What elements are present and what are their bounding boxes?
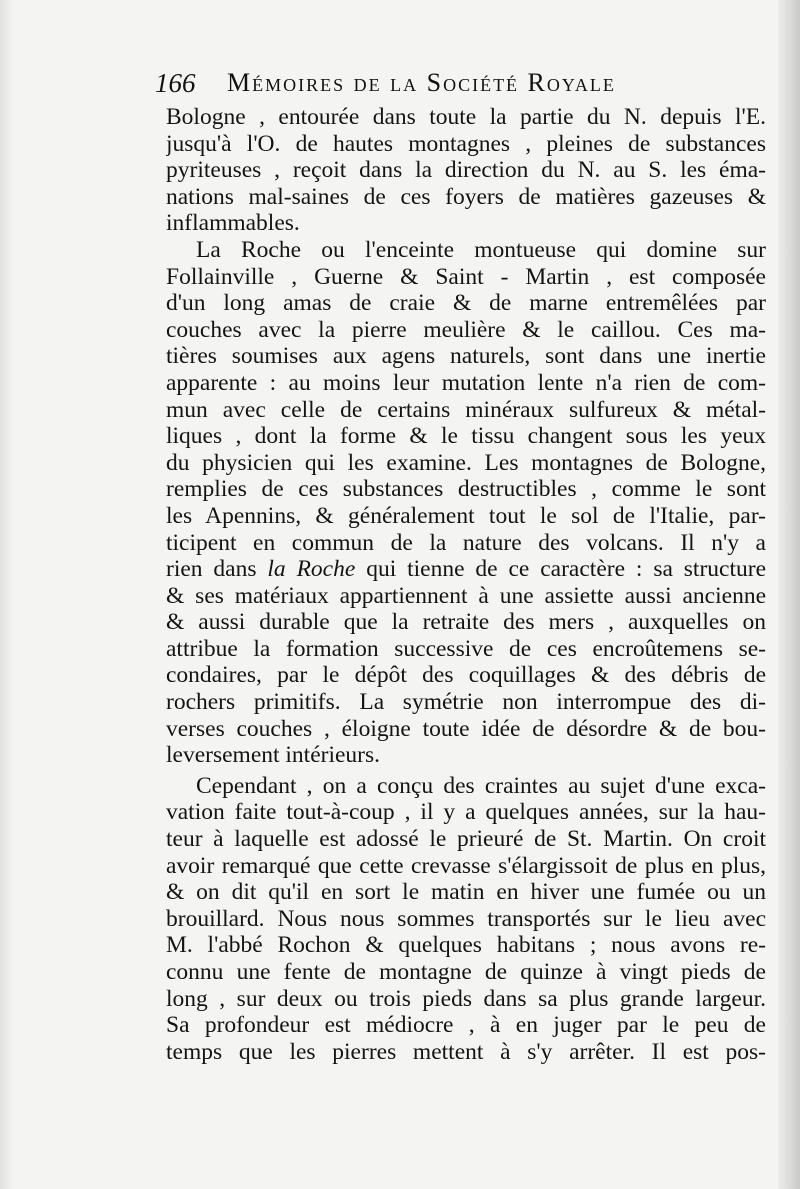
text-line: Follainville , Guerne & Saint - Martin , est composée: [166, 263, 766, 290]
text-line: tières soumises aux agens naturels, sont dans une inertie: [166, 343, 766, 370]
text-line: leversement intérieurs.: [166, 742, 381, 769]
text-line: du physicien qui les examine. Les montagnes de Bologne,: [166, 449, 766, 476]
page-gutter-shadow: [0, 0, 14, 1189]
running-head: [155, 66, 775, 102]
text-line: & ses matériaux appartiennent à une assiette aussi ancienne: [166, 582, 766, 609]
running-title: Mémoires de la Société Royale: [227, 68, 616, 97]
text-line: mun avec celle de certains minéraux sulfureux & métal-: [166, 396, 766, 423]
text-line: Sa profondeur est médiocre , à en juger par le peu de: [166, 1012, 766, 1039]
text-line: jusqu'à l'O. de hautes montagnes , pleines de substances: [166, 130, 766, 157]
text-line: Cependant , on a conçu des craintes au sujet d'une exca-: [196, 772, 766, 799]
text-line: pyriteuses , reçoit dans la direction du N. au S. les éma-: [166, 157, 766, 184]
text-line: vation faite tout-à-coup , il y a quelques années, sur la hau-: [166, 799, 766, 826]
text-line: d'un long amas de craie & de marne entremêlées par: [166, 290, 766, 317]
text-line: brouillard. Nous nous sommes transportés sur le lieu avec: [166, 905, 766, 932]
text-line: & on dit qu'il en sort le matin en hiver une fumée ou un: [166, 879, 766, 906]
text-line: avoir remarqué que cette crevasse s'élargissoit de plus en plus,: [166, 852, 766, 879]
text-line: Bologne , entourée dans toute la partie du N. depuis l'E.: [166, 104, 766, 130]
body-text: [166, 104, 766, 1065]
text-line: attribue la formation successive de ces encroûtemens se-: [166, 635, 766, 662]
text-line: long , sur deux ou trois pieds dans sa plus grande largeur.: [166, 985, 766, 1012]
paragraph-3: [166, 773, 766, 1066]
text-line: ticipent en commun de la nature des volcans. Il n'y a: [166, 529, 766, 556]
text-line: verses couches , éloigne toute idée de désordre & de bou-: [166, 715, 766, 742]
text-line: & aussi durable que la retraite des mers , auxquelles on: [166, 609, 766, 636]
italic-place-name: la Roche: [267, 556, 356, 583]
text-line: M. l'abbé Rochon & quelques habitans ; nous avons re-: [166, 932, 766, 959]
text-line: connu une fente de montagne de quinze à vingt pieds de: [166, 959, 766, 985]
text-line: couches avec la pierre meulière & le caillou. Ces ma-: [166, 316, 766, 343]
text-line: les Apennins, & généralement tout le sol de l'Italie, par-: [166, 502, 766, 529]
text-line: inflammables.: [166, 210, 300, 237]
text-line: teur à laquelle est adossé le prieuré de St. Martin. On croit: [166, 826, 766, 853]
text-line: temps que les pierres mettent à s'y arrêter. Il est pos-: [166, 1038, 766, 1065]
text-line-with-italic: rien dans la Roche qui tienne de ce caractère : sa structure: [166, 556, 766, 583]
text-line: rochers primitifs. La symétrie non interrompue des di-: [166, 689, 766, 716]
text-line: remplies de ces substances destructibles , comme le sont: [166, 476, 766, 503]
text-line: apparente : au moins leur mutation lente n'a rien de com-: [166, 369, 766, 396]
text-line: La Roche ou l'enceinte montueuse qui domine sur: [196, 236, 766, 263]
page-edge-shadow: [778, 0, 800, 1189]
text-line: nations mal-saines de ces foyers de matières gazeuses &: [166, 183, 766, 210]
page-number: 166: [155, 68, 196, 98]
paragraph-2: [166, 237, 766, 769]
text-line: condaires, par le dépôt des coquillages & des débris de: [166, 662, 766, 689]
paragraph-1: [166, 104, 766, 237]
text-line: liques , dont la forme & le tissu changent sous les yeux: [166, 423, 766, 450]
